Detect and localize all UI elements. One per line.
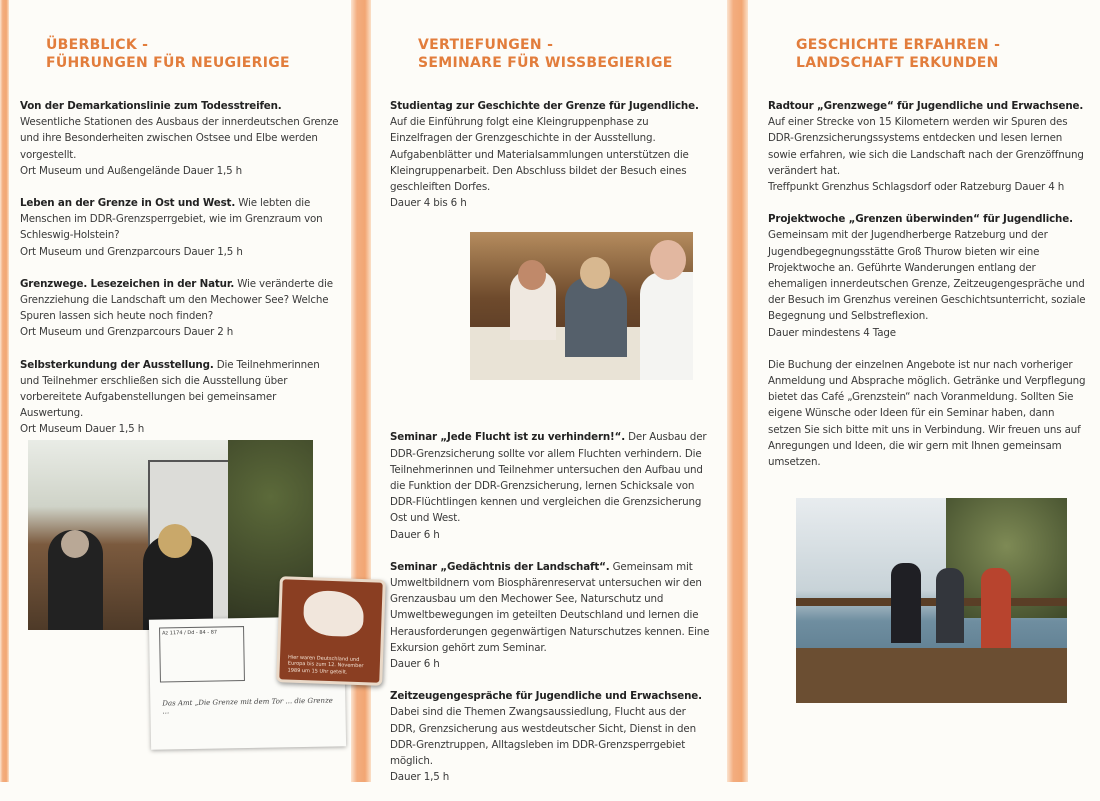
entry-text: Dabei sind die Themen Zwangsaussiedlung, Flucht aus der DDR, Grenzsicherung aus westdeutscher Sicht, Dienst in den DDR-Grenztruppen, Alltagsleben im DDR-Grenzsperrgebiet möglich.: [390, 706, 696, 768]
handwriting: Das Amt „Die Grenze mit dem Tor ... die Grenze ...: [162, 696, 333, 716]
column-experience: [768, 36, 1088, 486]
entry-title: Zeitzeugengespräche für Jugendliche und Erwachsene.: [390, 690, 702, 703]
entry-text: Auf die Einführung folgt eine Kleingruppenphase zu Einzelfragen der Grenzgeschichte in der Ausstellung. Aufgabenblätter und Materialsammlungen unterstützen die Kleingruppenarbeit. Den Abschluss bildet der Besuch eines geschleiften Dorfes.: [390, 116, 689, 194]
entry-meta: Ort Museum Dauer 1,5 h: [20, 423, 145, 436]
column-seminars: [390, 36, 710, 801]
entry-title: Seminar „Jede Flucht ist zu verhindern!“.: [390, 431, 625, 444]
entry-meta: Dauer mindestens 4 Tage: [768, 326, 896, 339]
entry-title: Selbsterkundung der Ausstellung.: [20, 358, 214, 371]
offer-entry: [390, 429, 710, 542]
offer-entry: [20, 357, 340, 438]
heading-line: VERTIEFUNGEN -: [418, 37, 554, 53]
offer-entry: [768, 98, 1088, 195]
entry-text: Der Ausbau der DDR-Grenzsicherung sollte vor allem Fluchten verhindern. Die Teilnehmerinnen und Teilnehmer untersuchen den Aufbau und die Funktion der DDR-Grenzsicherung, lernen Schicksale von DDR-Flüchtlingen kennen und vergleichen die Grenzsicherung Ost und West.: [390, 431, 707, 525]
offer-entry: [390, 98, 710, 211]
sign-text: Hier waren Deutschland und Europa bis zum 12. November 1989 um 15 Uhr geteilt.: [287, 654, 364, 676]
entry-meta: Ort Museum und Grenzparcours Dauer 1,5 h: [20, 245, 243, 258]
photo-visitors-at-board: [28, 440, 313, 630]
fold-stripe-2: [727, 0, 748, 782]
section-heading: [418, 36, 710, 72]
section-heading: [796, 36, 1088, 72]
heading-line: FÜHRUNGEN FÜR NEUGIERIGE: [46, 55, 290, 71]
entry-text: Wie veränderte die Grenzziehung die Landschaft um den Mechower See? Welche Spuren lassen sich heute noch finden?: [20, 277, 333, 323]
entry-title: Radtour „Grenzwege“ für Jugendliche und Erwachsene.: [768, 100, 1084, 112]
heading-line: GESCHICHTE ERFAHREN -: [796, 37, 1001, 53]
offer-entry: [768, 211, 1088, 341]
entry-meta: Dauer 4 bis 6 h: [390, 197, 467, 210]
entry-meta: Dauer 6 h: [390, 658, 440, 671]
offer-entry: [20, 195, 340, 260]
entry-title: Projektwoche „Grenzen überwinden“ für Jugendliche.: [768, 213, 1073, 226]
entry-text: Gemeinsam mit der Jugendherberge Ratzeburg und der Jugendbegegnungsstätte Groß Thurow bieten wir eine Projektwoche an. Geführte Wanderungen entlang der ehemaligen innerdeutschen Grenze, Zeitzeugengespräche und der Besuch im Grenzhus vereinen Geschichtsunterricht, soziale Begegnung und Selbstreflexion.: [768, 229, 1086, 323]
entry-meta: Ort Museum und Grenzparcours Dauer 2 h: [20, 326, 234, 339]
column-overview: [20, 36, 340, 454]
offer-entry: [20, 276, 340, 341]
border-sign: [276, 576, 386, 686]
entry-title: Von der Demarkationslinie zum Todesstreifen.: [20, 100, 282, 112]
entry-text: Wie lebten die Menschen im DDR-Grenzsperrgebiet, wie im Grenzraum von Schleswig-Holstein?: [20, 197, 323, 242]
entry-text: Die Teilnehmerinnen und Teilnehmer erschließen sich die Ausstellung über vorbereitete Aufgabenstellungen bei gemeinsamer Auswertung.: [20, 358, 320, 420]
photo-cyclists-on-bridge: [796, 498, 1067, 703]
entry-text: Gemeinsam mit Umweltbildnern vom Biosphärenreservat untersuchen wir den Grenzausbau um den Mechower See, Naturschutz und Umweltbewegungen im geteilten Deutschland und lernen die Herausforderungen gegenwärtigen Naturschutzes kennen. Eine Exkursion gehört zum Seminar.: [390, 560, 710, 654]
stamp: Az 1174 / Dd - 84 - 87: [159, 626, 245, 682]
entry-text: Auf einer Strecke von 15 Kilometern werden wir Spuren des DDR-Grenzsicherungssystems entdecken und lesen lernen sowie erfahren, wie sich die Landschaft nach der Grenzöffnung verändert hat.: [768, 116, 1084, 177]
offer-entry: [390, 559, 710, 672]
offer-entry: [20, 98, 340, 179]
fold-stripe-left: [0, 0, 9, 782]
offer-entry: [390, 688, 710, 785]
heading-line: ÜBERBLICK -: [46, 37, 149, 53]
entry-meta: Dauer 1,5 h: [390, 771, 450, 784]
entry-title: Leben an der Grenze in Ost und West.: [20, 197, 236, 210]
entry-meta: Dauer 6 h: [390, 528, 440, 541]
photo-seminar-group: [470, 232, 693, 380]
entry-title: Studientag zur Geschichte der Grenze für Jugendliche.: [390, 100, 699, 112]
section-heading: [46, 36, 340, 72]
europe-map-icon: [303, 590, 365, 637]
heading-line: LANDSCHAFT ERKUNDEN: [796, 55, 999, 71]
booking-note: Die Buchung der einzelnen Angebote ist nur nach vorheriger Anmeldung und Absprache möglich. Getränke und Verpflegung bietet das Café „Grenzstein“ nach Voranmeldung. Sollten Sie eigene Wünsche oder Ideen für ein Seminar haben, dann setzen Sie sich bitte mit uns in Verbindung. Wir freuen uns auf Anregungen und Ideen, die wir gern mit Ihnen gemeinsam umsetzen.: [768, 358, 1086, 469]
entry-title: Seminar „Gedächtnis der Landschaft“.: [390, 560, 610, 573]
entry-meta: Ort Museum und Außengelände Dauer 1,5 h: [20, 164, 243, 177]
entry-meta: Treffpunkt Grenzhus Schlagsdorf oder Ratzeburg Dauer 4 h: [768, 181, 1065, 194]
heading-line: SEMINARE FÜR WISSBEGIERIGE: [418, 55, 673, 71]
entry-title: Grenzwege. Lesezeichen in der Natur.: [20, 277, 235, 290]
entry-text: Wesentliche Stationen des Ausbaus der innerdeutschen Grenze und ihre Besonderheiten zwischen Ostsee und Elbe werden vorgestellt.: [20, 116, 339, 161]
